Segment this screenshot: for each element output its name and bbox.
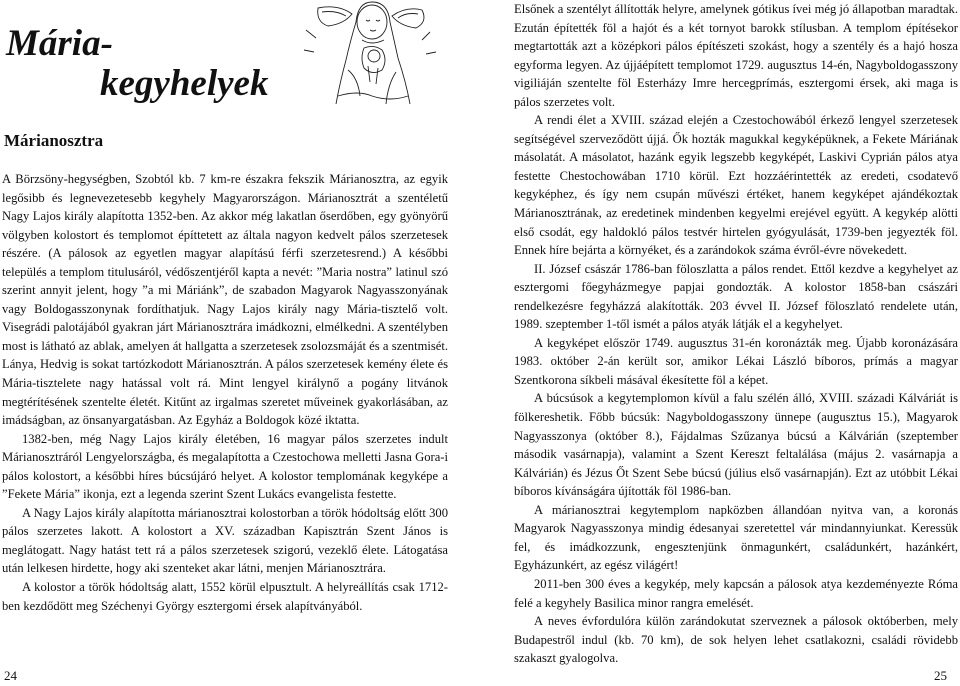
paragraph: A neves évfordulóra külön zarándokutat szerveznek a pálosok októberben, mely Budapestről indul (kb. 70 km), de sok helyen lehet csatlakozni, családi rövidebb szakaszt gyalogolva. (514, 614, 958, 666)
paragraph: 1382-ben, még Nagy Lajos király életében, 16 magyar pálos szerzetes indult Márianosztráról Lengyelországba, és megalapította a Czestochowa melletti Jasna Gora-i pálos kolostort, a későbbi híres búcsújáró helyet. A kolostor templomának kegyképe a ”Fekete Mária” ikonja, ezt a legenda szerint Szent Lukács evangelista festette. (2, 431, 448, 502)
paragraph: II. József császár 1786-ban föloszlatta a pálos rendet. Ettől kezdve a kegyhelyet az esztergomi főegyházmegye papjai gondozták. A kolostor 1858-ban császári rendelkezésre fegyházzá alakították. 203 évvel II. József föloszlató rendelete után, 1989. szeptember 1-től ismét a pálos atyák látják el a kegyhelyet. (514, 261, 958, 332)
left-text-block (2, 170, 448, 615)
paragraph: 2011-ben 300 éves a kegykép, mely kapcsán a pálosok atya kezdeményezte Róma felé a kegyhely Basilica minor rangra emelését. (514, 576, 958, 610)
paragraph: A kolostor a török hódoltság alatt, 1552 körül elpusztult. A helyreállítás csak 1712-ben kezdődött meg Széchenyi György esztergomi érsek alapítványából. (2, 580, 448, 613)
paragraph: A kegyképet először 1749. augusztus 31-én koronázták meg. Újabb koronázására 1983. október 2-án került sor, amikor Lékai László bíboros, prímás a magyar Szentkorona síkbeli másával ékesítette föl a képet. (514, 335, 958, 387)
paragraph: A rendi élet a XVIII. század elején a Czestochowából érkező lengyel szerzetesek segítségével szerveződött újjá. Ők hozták magukkal kegyképüknek, a Fekete Máriának másolatát. A másolatot, hazánk egyik legszebb kegyképét, Laskivi Cyprián pálos atya festette Chestochowában 1710 körül. Ezt hozzáérintették az eredeti, csodatevő kegyképhez, és így nem csupán művészi értéket, hanem kegyképet ajándékoztak Márianosztrának, az eredetinek mindenben kegyelmi erejével együtt. A kegykép alötti első csodát, egy haldokló pálos testvér hirtelen gyógyulását, 1739-ben jegyezték föl. Ennek híre bejárta a környéket, és a zarándokok száma évről-évre növekedett. (514, 113, 958, 258)
right-text-block (514, 0, 958, 668)
section-heading: Márianosztra (4, 131, 104, 150)
paragraph: Elsőnek a szentélyt állították helyre, amelynek gótikus ívei még jó állapotban maradtak. Ezután építették föl a hajót és a két tornyot barokk stílusban. A templom építésekor megtartották azt a középkori pálos építészeti szokást, hogy a szentély és a hajó hosza egyforma legyen. Az újjáépített templomot 1729. augusztus 14-én, Nagyboldogasszony vigiliáján szentelte föl Esterházy Imre hercegprímás, esztergomi érsek, aki maga is pálos szerzetes volt. (514, 2, 958, 109)
paragraph: A búcsúsok a kegytemplomon kívül a falu szélén álló, XVIII. századi Kálváriát is fölkereshetik. Főbb búcsúk: Nagyboldogasszony ünnepe (augusztus 15.), Magyarok Nagyasszonya (október 8.), Fájdalmas Szűzanya búcsú a Kálvárián (szeptember második vasárnapja), valamint a Szent Kereszt feltalálása (május 2. vasárnapja a Kálvárián) és Jézus Őt Szent Sebe búcsú (július első vasárnapján). Ezt az utóbbit Lékai bíboros kívánságára újították föl 1986-ban. (514, 391, 958, 499)
madonna-illustration-icon (298, 0, 446, 104)
paragraph: A márianosztrai kegytemplom napközben állandóan nyitva van, a koronás Magyarok Nagyasszonya mindig édesanyai szeretettel vár mindannyiunkat. Keressük fel, és imádkozzunk, engesztenjünk önmagunkért, családunkért, hazánkért, Egyházunkért, az egész világért! (514, 502, 958, 573)
paragraph: A Nagy Lajos király alapította márianosztrai kolostorban a török hódoltság előtt 300 pálos szerzetes lakott. A kolostort a XV. században Kapisztrán Szent János is meglátogatt. Nagy hatást tett rá a pálos szerzetesek szigorú, vezeklő élete. Látogatása után lelkesen hirdette, hogy aki szenteket akar látni, menjen Márianosztrára. (2, 505, 448, 576)
page-number-left: 24 (4, 668, 17, 683)
paragraph: A Börzsöny-hegységben, Szobtól kb. 7 km-re északra fekszik Márianosztra, az egyik legősibb és legnevezetesebb kegyhely Magyarországon. Márianosztrát a szentéletű Nagy Lajos király alapította 1352-ben. Az akkor még lakatlan őserdőben, egy gyönyörű völgyben kolostort és templomot építtetett az általa nagyon kedvelt pálos szerzetesek részére. (A pálosok az egyetlen magyar alapítású férfi szerzetesrend.) A későbbi település a templom titulusáról, védőszentjéről kapta a nevét: ”Maria nostra” latinul szó szerint annyit jelent, hogy ”a mi Máriánk”, de szabadon Magyarok Nagyasszonyának vagy Boldogasszonynak fordíthatjuk. Nagy Lajos király nagy Mária-tisztelő volt. Visegrádi palotájából gyakran járt Márianosztrára imádkozni, elmélkedni. A szentélyben most is látható az ablak, amelyen át hallgatta a szerzetesek zsolozsmáját és a szentmisét. Lánya, Hedvig is sokat tartózkodott Márianosztrán. A pálos szerzetesek kemény élete és Mária-tisztelete nagy hatással volt rá. Mint lengyel királynő a pogány litvánok megtérítésének szentelte életét. Kitűnt az irgalmas szeretet műveinek gyakorlásában, az imádságban, az önsanyargatásban. Az Egyház a Boldogok közé iktatta. (2, 172, 448, 428)
page-number-right: 25 (934, 668, 947, 683)
page-title-line2: kegyhelyek (100, 63, 269, 104)
page-title-line1: Mária- (6, 23, 113, 64)
